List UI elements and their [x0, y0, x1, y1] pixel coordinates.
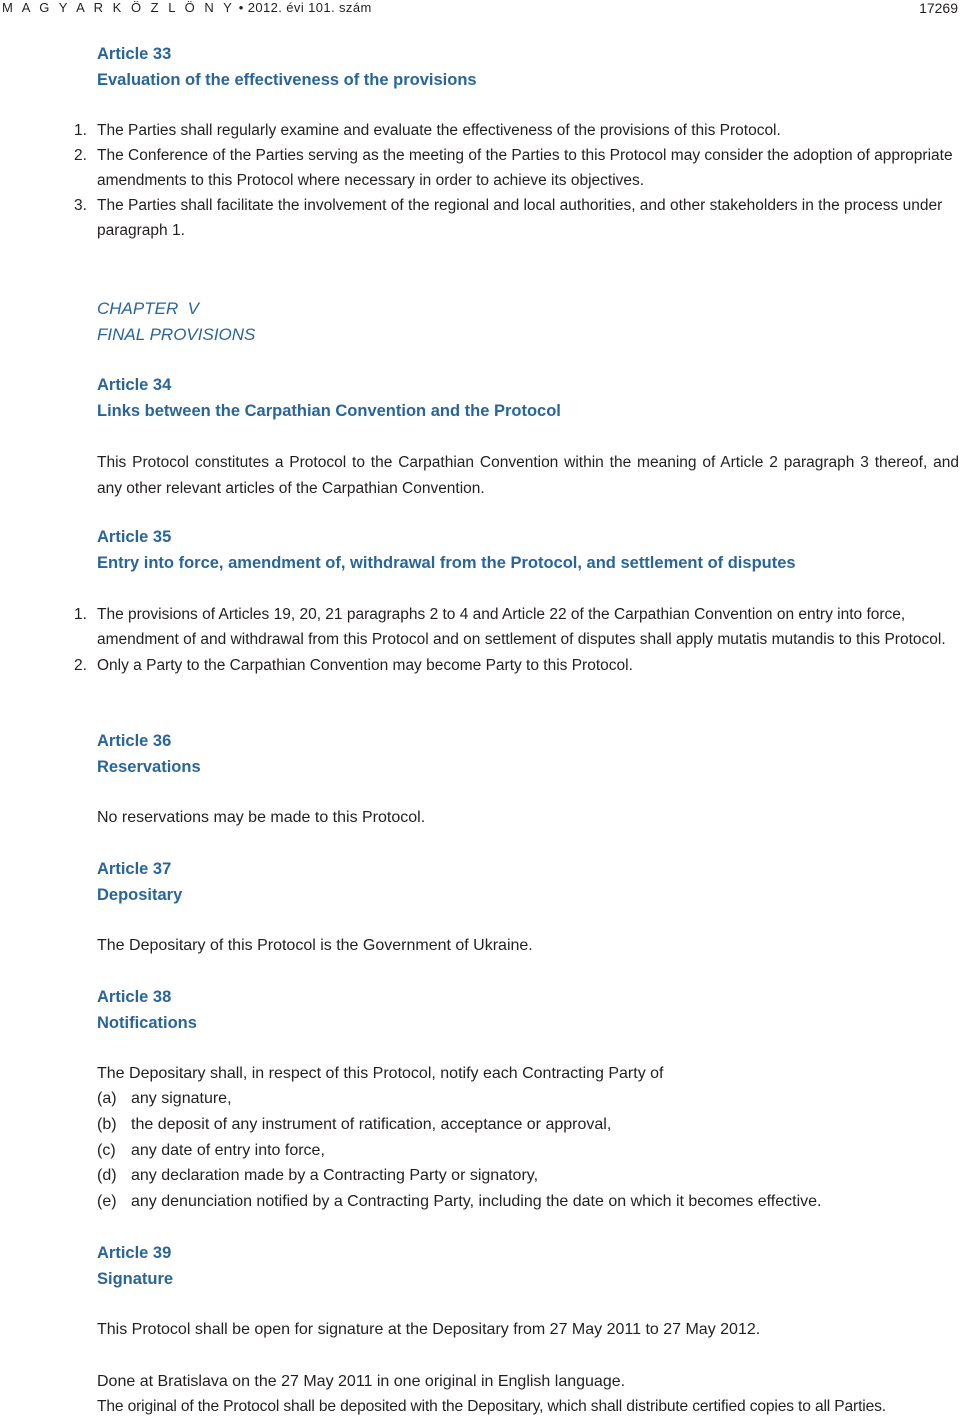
- item-number: 1.: [74, 606, 87, 623]
- page-number: 17269: [919, 0, 958, 16]
- article-number: Article 37: [97, 860, 172, 878]
- chapter-label: CHAPTER V: [97, 299, 200, 318]
- article-number: Article 38: [97, 988, 172, 1006]
- list-item: [97, 1086, 959, 1112]
- item-label: (e): [97, 1193, 117, 1211]
- item-label: (a): [97, 1090, 117, 1107]
- article-38-heading: [97, 985, 959, 1036]
- item-number: 2.: [74, 147, 87, 164]
- article-33-list: [74, 118, 960, 243]
- article-35-list: [74, 602, 960, 678]
- item-number: 2.: [74, 656, 87, 674]
- item-text: any date of entry into force,: [131, 1141, 325, 1159]
- item-label: (b): [97, 1115, 117, 1133]
- list-item: [97, 1163, 959, 1189]
- chapter-heading: [97, 296, 959, 347]
- article-34-body: This Protocol constitutes a Protocol to the Carpathian Convention within the meaning of Article 2 paragraph 3 thereof, and any other relevant articles of the Carpathian Convention.: [97, 454, 959, 497]
- article-34-heading: [97, 373, 959, 424]
- item-text: The Parties shall facilitate the involvement of the regional and local authorities, and other stakeholders in the process under paragraph 1.: [97, 197, 943, 239]
- article-39-heading: [97, 1241, 959, 1292]
- chapter-title: FINAL PROVISIONS: [97, 324, 256, 344]
- item-label: (d): [97, 1167, 117, 1185]
- item-text: any declaration made by a Contracting Party or signatory,: [131, 1167, 539, 1185]
- article-33-heading: [97, 42, 959, 93]
- item-label: (c): [97, 1141, 116, 1159]
- article-36-body: No reservations may be made to this Protocol.: [97, 809, 426, 826]
- running-header: [0, 0, 960, 16]
- list-item: [74, 118, 960, 143]
- item-text: The Conference of the Parties serving as the meeting of the Parties to this Protocol may consider the adoption of appropriate amendments to this Protocol where necessary in order to achieve its objectives.: [97, 147, 953, 189]
- article-title: Notifications: [97, 1013, 197, 1032]
- closing-original: The original of the Protocol shall be deposited with the Depositary, which shall distribute certified copies to all Parties.: [97, 1398, 886, 1415]
- list-item: [97, 1112, 959, 1138]
- article-37-body: The Depositary of this Protocol is the Government of Ukraine.: [97, 937, 533, 954]
- item-text: the deposit of any instrument of ratification, acceptance or approval,: [131, 1115, 612, 1133]
- article-title: Links between the Carpathian Convention and the Protocol: [97, 401, 561, 420]
- item-text: any signature,: [131, 1090, 232, 1107]
- article-39-body: This Protocol shall be open for signature at the Depositary from 27 May 2011 to 27 May 2012.: [97, 1321, 761, 1338]
- article-37-heading: [97, 857, 959, 908]
- article-title: Evaluation of the effectiveness of the provisions: [97, 70, 477, 89]
- item-text: The Parties shall regularly examine and evaluate the effectiveness of the provisions of this Protocol.: [97, 122, 781, 139]
- journal-issue-line: [2, 0, 372, 15]
- article-number: Article 39: [97, 1244, 172, 1262]
- issue-label: 2012. évi 101. szám: [247, 0, 372, 15]
- list-item: [74, 193, 960, 243]
- article-title: Signature: [97, 1269, 174, 1288]
- item-number: 3.: [74, 197, 87, 214]
- article-35-heading: [97, 525, 959, 576]
- article-title: Entry into force, amendment of, withdrawal from the Protocol, and settlement of disputes: [97, 553, 796, 572]
- article-number: Article 36: [97, 732, 172, 750]
- list-item: [97, 1138, 959, 1164]
- list-item: [74, 143, 960, 193]
- closing-done-at: Done at Bratislava on the 27 May 2011 in one original in English language.: [97, 1373, 626, 1390]
- item-text: The provisions of Articles 19, 20, 21 paragraphs 2 to 4 and Article 22 of the Carpathian Convention on entry into force, amendment of and withdrawal from this Protocol and on settlement of disputes shall apply mutatis mutandis to this Protocol.: [97, 606, 946, 649]
- list-item: [74, 653, 960, 678]
- article-38-list: [97, 1086, 959, 1215]
- item-text: any denunciation notified by a Contracting Party, including the date on which it becomes effective.: [131, 1193, 822, 1211]
- list-item: [97, 1189, 959, 1215]
- article-number: Article 33: [97, 45, 172, 63]
- article-number: Article 34: [97, 376, 172, 394]
- article-36-heading: [97, 729, 959, 780]
- item-number: 1.: [74, 122, 87, 139]
- list-item: [74, 602, 960, 653]
- header-bullet: •: [238, 0, 244, 15]
- journal-name: M A G Y A R K Ö Z L Ö N Y: [2, 0, 235, 15]
- article-title: Reservations: [97, 757, 201, 776]
- article-number: Article 35: [97, 528, 172, 546]
- article-title: Depositary: [97, 885, 183, 904]
- item-text: Only a Party to the Carpathian Convention may become Party to this Protocol.: [97, 656, 633, 674]
- article-38-intro: The Depositary shall, in respect of this Protocol, notify each Contracting Party of: [97, 1065, 664, 1082]
